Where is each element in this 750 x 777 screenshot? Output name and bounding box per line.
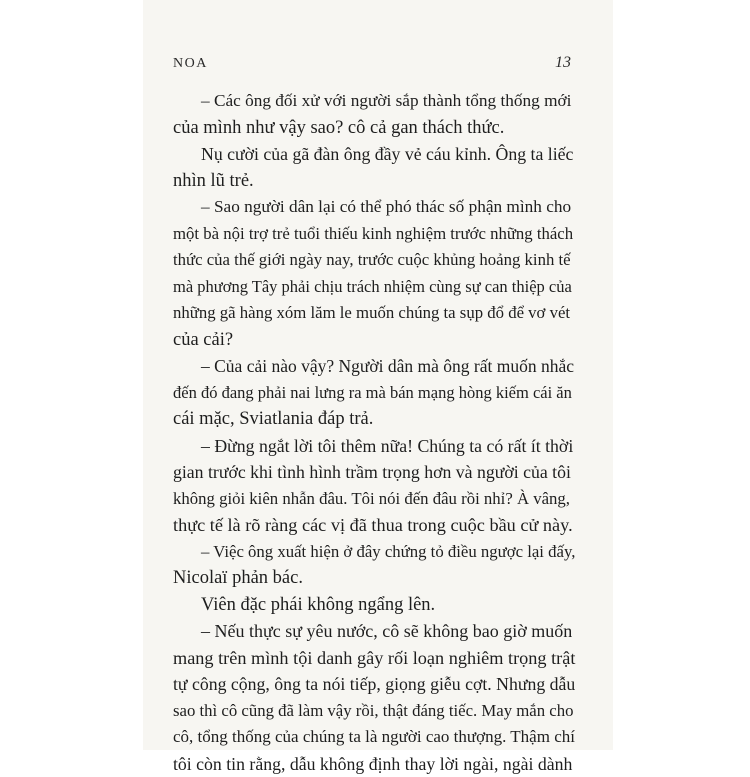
text-line: nhìn lũ trẻ.: [173, 168, 575, 195]
text-line: Nicolaï phản bác.: [173, 565, 575, 592]
text-line: gian trước khi tình hình trầm trọng hơn và người của tôi: [173, 459, 575, 486]
text-line: thực tế là rõ ràng các vị đã thua trong cuộc bầu cử này.: [173, 512, 575, 539]
text-line: của cải?: [173, 327, 575, 354]
text-line: mà phương Tây phải chịu trách nhiệm cùng sự can thiệp của: [173, 274, 575, 301]
text-line: cô, tổng thống của chúng ta là người cao thượng. Thậm chí: [173, 724, 575, 751]
text-line: mang trên mình tội danh gây rối loạn nghiêm trọng trật: [173, 645, 575, 672]
text-line: những gã hàng xóm lăm le muốn chúng ta sụp đổ để vơ vét: [173, 300, 575, 327]
text-line: tự công cộng, ông ta nói tiếp, giọng giễu cợt. Nhưng dẫu: [173, 671, 575, 698]
text-line: – Sao người dân lại có thể phó thác số phận mình cho: [173, 194, 575, 221]
text-line: cái mặc, Sviatlania đáp trả.: [173, 406, 575, 433]
text-line: Nụ cười của gã đàn ông đầy vẻ cáu kỉnh. Ông ta liếc: [173, 141, 575, 168]
text-line: – Nếu thực sự yêu nước, cô sẽ không bao giờ muốn: [173, 618, 575, 645]
text-line: – Đừng ngắt lời tôi thêm nữa! Chúng ta có rất ít thời: [173, 433, 575, 460]
text-line: không giỏi kiên nhẫn đâu. Tôi nói đến đâu rồi nhỉ? À vâng,: [173, 486, 575, 513]
text-line: của mình như vậy sao? cô cả gan thách thức.: [173, 115, 575, 142]
text-line: – Các ông đối xử với người sắp thành tổng thống mới: [173, 88, 575, 115]
text-line: – Việc ông xuất hiện ở đây chứng tỏ điều ngược lại đấy,: [173, 539, 575, 566]
book-page: [143, 0, 613, 750]
body-text: [173, 88, 575, 777]
page-number: 13: [555, 54, 571, 72]
text-line: thức của thế giới ngày nay, trước cuộc khủng hoảng kinh tế: [173, 247, 575, 274]
running-title: NOA: [173, 56, 208, 72]
text-line: Viên đặc phái không ngẩng lên.: [173, 592, 575, 619]
text-line: đến đó đang phải nai lưng ra mà bán mạng hòng kiếm cái ăn: [173, 380, 575, 407]
text-line: – Của cải nào vậy? Người dân mà ông rất muốn nhắc: [173, 353, 575, 380]
text-line: tôi còn tin rằng, dẫu không định thay lời ngài, ngài dành: [173, 751, 575, 777]
text-line: một bà nội trợ trẻ tuổi thiếu kinh nghiệm trước những thách: [173, 221, 575, 248]
text-line: sao thì cô cũng đã làm vậy rồi, thật đáng tiếc. May mắn cho: [173, 698, 575, 725]
